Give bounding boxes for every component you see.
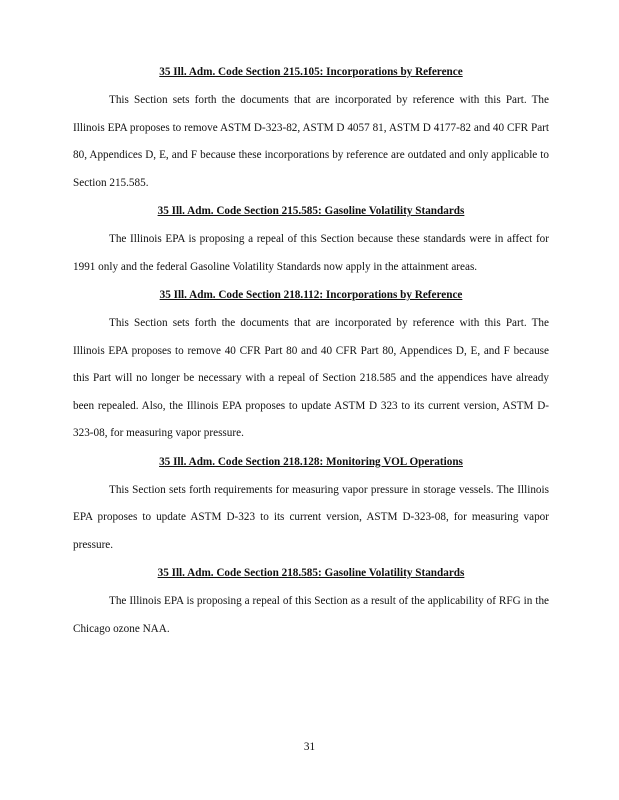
page-number: 31 [303, 741, 316, 753]
section-218-585 [73, 565, 549, 643]
section-215-585 [73, 203, 549, 281]
section-title: 35 Ill. Adm. Code Section 215.585: Gasoline Volatility Standards [157, 205, 465, 217]
section-body: This Section sets forth the documents that are incorporated by reference with this Part. The Illinois EPA proposes to remove 40 CFR Part 80 and 40 CFR Part 80, Appendices D, E, and F because this Part will no longer be necessary with a repeal of Section 218.585 and the appendices have already been repealed. Also, the Illinois EPA proposes to update ASTM D 323 to its current version, ASTM D-323-08, for measuring vapor pressure. [73, 317, 549, 439]
section-title: 35 Ill. Adm. Code Section 218.112: Incorporations by Reference [159, 289, 463, 301]
section-title: 35 Ill. Adm. Code Section 215.105: Incorporations by Reference [159, 66, 463, 78]
section-218-112 [73, 287, 549, 448]
section-body: The Illinois EPA is proposing a repeal of this Section as a result of the applicability of RFG in the Chicago ozone NAA. [73, 595, 549, 635]
section-title: 35 Ill. Adm. Code Section 218.585: Gasoline Volatility Standards [157, 567, 465, 579]
section-body: This Section sets forth the documents that are incorporated by reference with this Part. The Illinois EPA proposes to remove ASTM D-323-82, ASTM D 4057 81, ASTM D 4177-82 and 40 CFR Part 80, Appendices D, E, and F because these incorporations by reference are outdated and only applicable to Section 215.585. [73, 94, 549, 189]
section-title: 35 Ill. Adm. Code Section 218.128: Monitoring VOL Operations [159, 455, 463, 468]
page-content [73, 64, 549, 649]
section-body: This Section sets forth requirements for measuring vapor pressure in storage vessels. The Illinois EPA proposes to update ASTM D-323 to its current version, ASTM D-323-08, for measuring vapor pressure. [73, 483, 549, 551]
section-215-105 [73, 64, 549, 197]
section-body: The Illinois EPA is proposing a repeal of this Section because these standards were in affect for 1991 only and the federal Gasoline Volatility Standards now apply in the attainment areas. [73, 233, 549, 273]
section-218-128 [73, 454, 549, 560]
